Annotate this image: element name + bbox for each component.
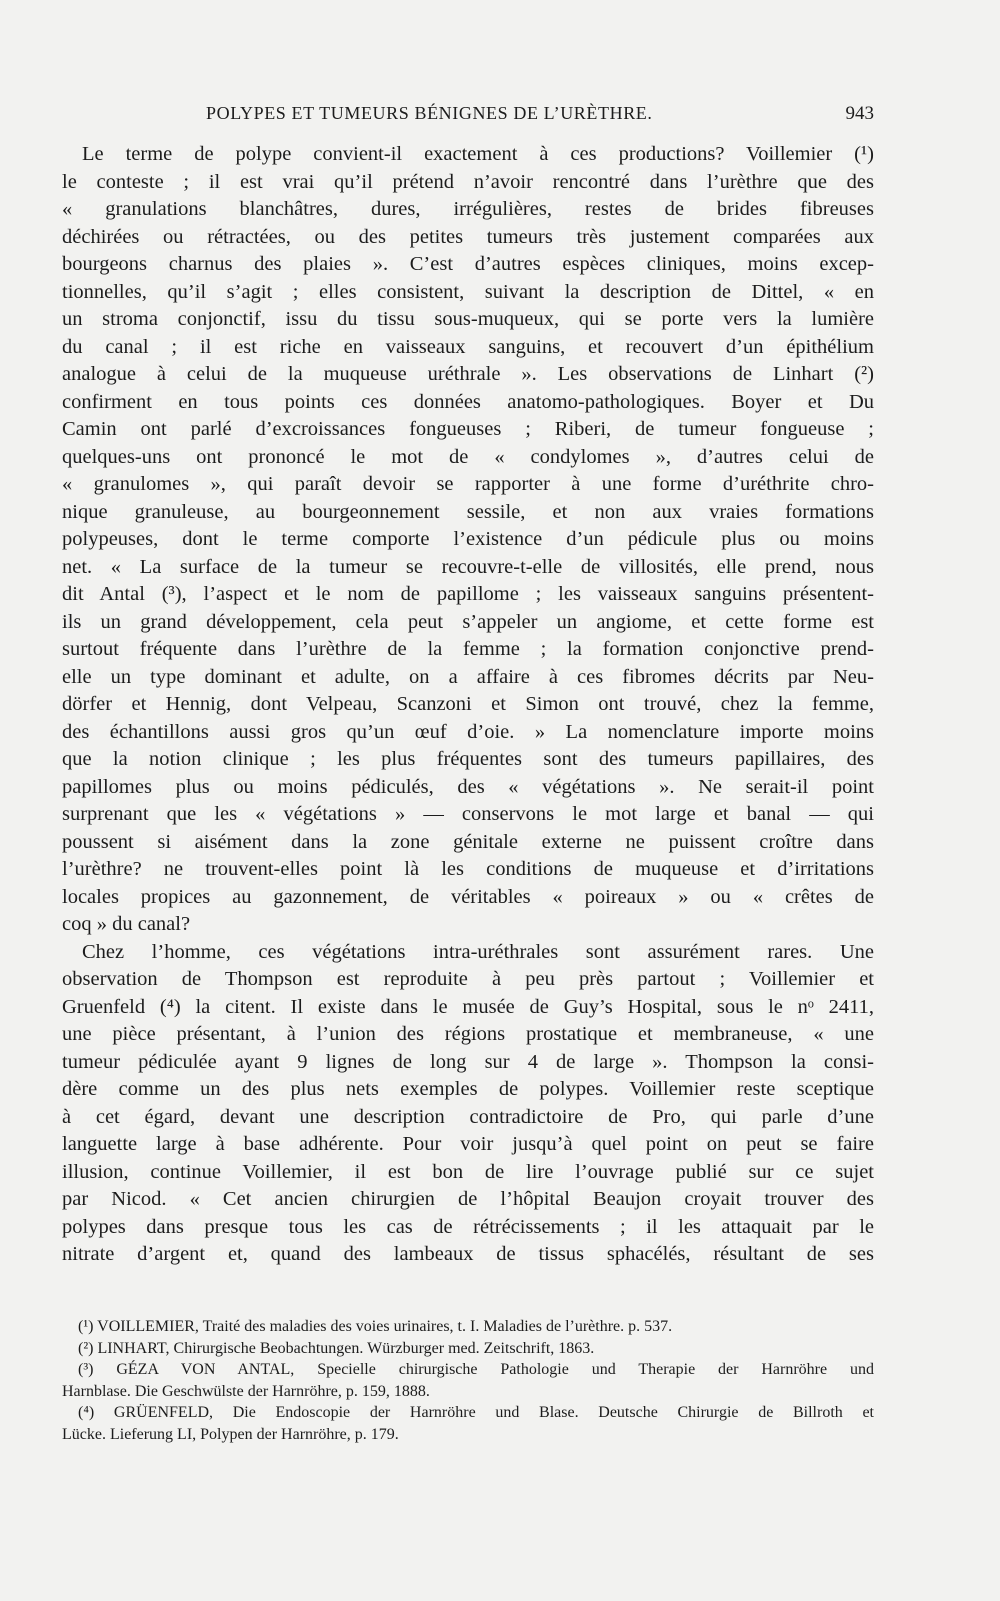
- text-line: Le terme de polype convient-il exactement à ces productions? Voillemier (¹): [82, 143, 874, 165]
- text-line: illusion, continue Voillemier, il est bon de lire l’ouvrage publié sur ce sujet: [62, 1160, 874, 1183]
- footnote-line: (¹) VOILLEMIER, Traité des maladies des voies urinaires, t. I. Maladies de l’urèthre. p. 537.: [78, 1318, 673, 1335]
- text-line: « granulomes », qui paraît devoir se rapporter à une forme d’uréthrite chro-: [62, 473, 874, 495]
- page-number: 943: [845, 103, 874, 124]
- text-line: Camin ont parlé d’excroissances fongueuses ; Riberi, de tumeur fongueuse ;: [62, 418, 874, 440]
- footnote-line: (²) LINHART, Chirurgische Beobachtungen. Würzburger med. Zeitschrift, 1863.: [78, 1339, 595, 1357]
- text-line: du canal ; il est riche en vaisseaux sanguins, et recouvert d’un épithélium: [62, 335, 874, 358]
- text-line: que la notion clinique ; les plus fréquentes sont des tumeurs papillaires, des: [62, 748, 874, 770]
- footnotes: [62, 1316, 874, 1445]
- text-line: net. « La surface de la tumeur se recouvre-t-elle de villosités, elle prend, nous: [62, 555, 874, 578]
- text-line: nique granuleuse, au bourgeonnement sessile, et non aux vraies formations: [62, 500, 874, 523]
- text-line: un stroma conjonctif, issu du tissu sous-muqueux, qui se porte vers la lumière: [62, 308, 874, 330]
- text-line: surprenant que les « végétations » — conservons le mot large et banal — qui: [62, 803, 874, 825]
- text-line: polypeuses, dont le terme comporte l’existence d’un pédicule plus ou moins: [62, 528, 874, 550]
- running-header: [62, 103, 874, 133]
- text-line: analogue à celui de la muqueuse uréthrale ». Les observations de Linhart (²): [62, 363, 874, 385]
- text-line: polypes dans presque tous les cas de rétrécissements ; il les attaquait par le: [62, 1215, 874, 1238]
- text-line: languette large à base adhérente. Pour voir jusqu’à quel point on peut se faire: [62, 1133, 874, 1155]
- text-line: « granulations blanchâtres, dures, irrégulières, restes de brides fibreuses: [62, 198, 874, 220]
- text-line: à cet égard, devant une description contradictoire de Pro, qui parle d’une: [62, 1105, 874, 1128]
- text-line: ils un grand développement, cela peut s’appeler un angiome, et cette forme est: [62, 610, 874, 633]
- text-line: coq » du canal?: [62, 913, 191, 935]
- text-line: quelques-uns ont prononcé le mot de « condylomes », d’autres celui de: [62, 445, 874, 468]
- text-line: par Nicod. « Cet ancien chirurgien de l’hôpital Beaujon croyait trouver des: [62, 1188, 874, 1210]
- text-line: bourgeons charnus des plaies ». C’est d’autres espèces cliniques, moins excep-: [62, 253, 874, 275]
- text-line: une pièce présentant, à l’union des régions prostatique et membraneuse, « une: [62, 1023, 874, 1045]
- body-text: [62, 141, 874, 1269]
- text-line: papillomes plus ou moins pédiculés, des « végétations ». Ne serait-il point: [62, 775, 874, 798]
- text-line: surtout fréquente dans l’urèthre de la femme ; la formation conjonctive prend-: [62, 638, 874, 660]
- text-line: Chez l’homme, ces végétations intra-uréthrales sont assurément rares. Une: [82, 940, 874, 963]
- footnote-line: (⁴) GRÜENFELD, Die Endoscopie der Harnröhre und Blase. Deutsche Chirurgie de Billroth et: [78, 1404, 874, 1421]
- text-line: déchirées ou rétractées, ou des petites tumeurs très justement comparées aux: [62, 225, 874, 248]
- text-line: des échantillons aussi gros qu’un œuf d’oie. » La nomenclature importe moins: [62, 720, 874, 743]
- text-line: dörfer et Hennig, dont Velpeau, Scanzoni et Simon ont trouvé, chez la femme,: [62, 693, 874, 715]
- footnote-line: (³) GÉZA VON ANTAL, Specielle chirurgische Pathologie und Therapie der Harnröhre und: [78, 1361, 874, 1378]
- text-line: nitrate d’argent et, quand des lambeaux de tissus sphacélés, résultant de ses: [62, 1243, 874, 1265]
- footnote-line: Harnblase. Die Geschwülste der Harnröhre, p. 159, 1888.: [62, 1382, 430, 1400]
- text-line: dère comme un des plus nets exemples de polypes. Voillemier reste sceptique: [62, 1078, 874, 1100]
- text-line: l’urèthre? ne trouvent-elles point là les conditions de muqueuse et d’irritations: [62, 858, 874, 880]
- running-title: POLYPES ET TUMEURS BÉNIGNES DE L’URÈTHRE.: [206, 103, 653, 123]
- text-line: poussent si aisément dans la zone génitale externe ne puissent croître dans: [62, 830, 874, 853]
- text-line: confirment en tous points ces données anatomo-pathologiques. Boyer et Du: [62, 390, 874, 413]
- text-line: observation de Thompson est reproduite à peu près partout ; Voillemier et: [62, 968, 874, 990]
- text-line: dit Antal (³), l’aspect et le nom de papillome ; les vaisseaux sanguins présentent-: [62, 583, 874, 605]
- text-line: le conteste ; il est vrai qu’il prétend n’avoir rencontré dans l’urèthre que des: [62, 170, 874, 193]
- text-line: tumeur pédiculée ayant 9 lignes de long sur 4 de large ». Thompson la consi-: [62, 1050, 874, 1073]
- text-line: Gruenfeld (⁴) la citent. Il existe dans le musée de Guy’s Hospital, sous le nᵒ 2411,: [62, 995, 874, 1018]
- text-line: locales propices au gazonnement, de véritables « poireaux » ou « crêtes de: [62, 885, 874, 908]
- text-line: tionnelles, qu’il s’agit ; elles consistent, suivant la description de Dittel, « en: [62, 280, 874, 303]
- text-line: elle un type dominant et adulte, on a affaire à ces fibromes décrits par Neu-: [62, 665, 874, 688]
- footnote-line: Lücke. Lieferung LI, Polypen der Harnröhre, p. 179.: [62, 1425, 399, 1443]
